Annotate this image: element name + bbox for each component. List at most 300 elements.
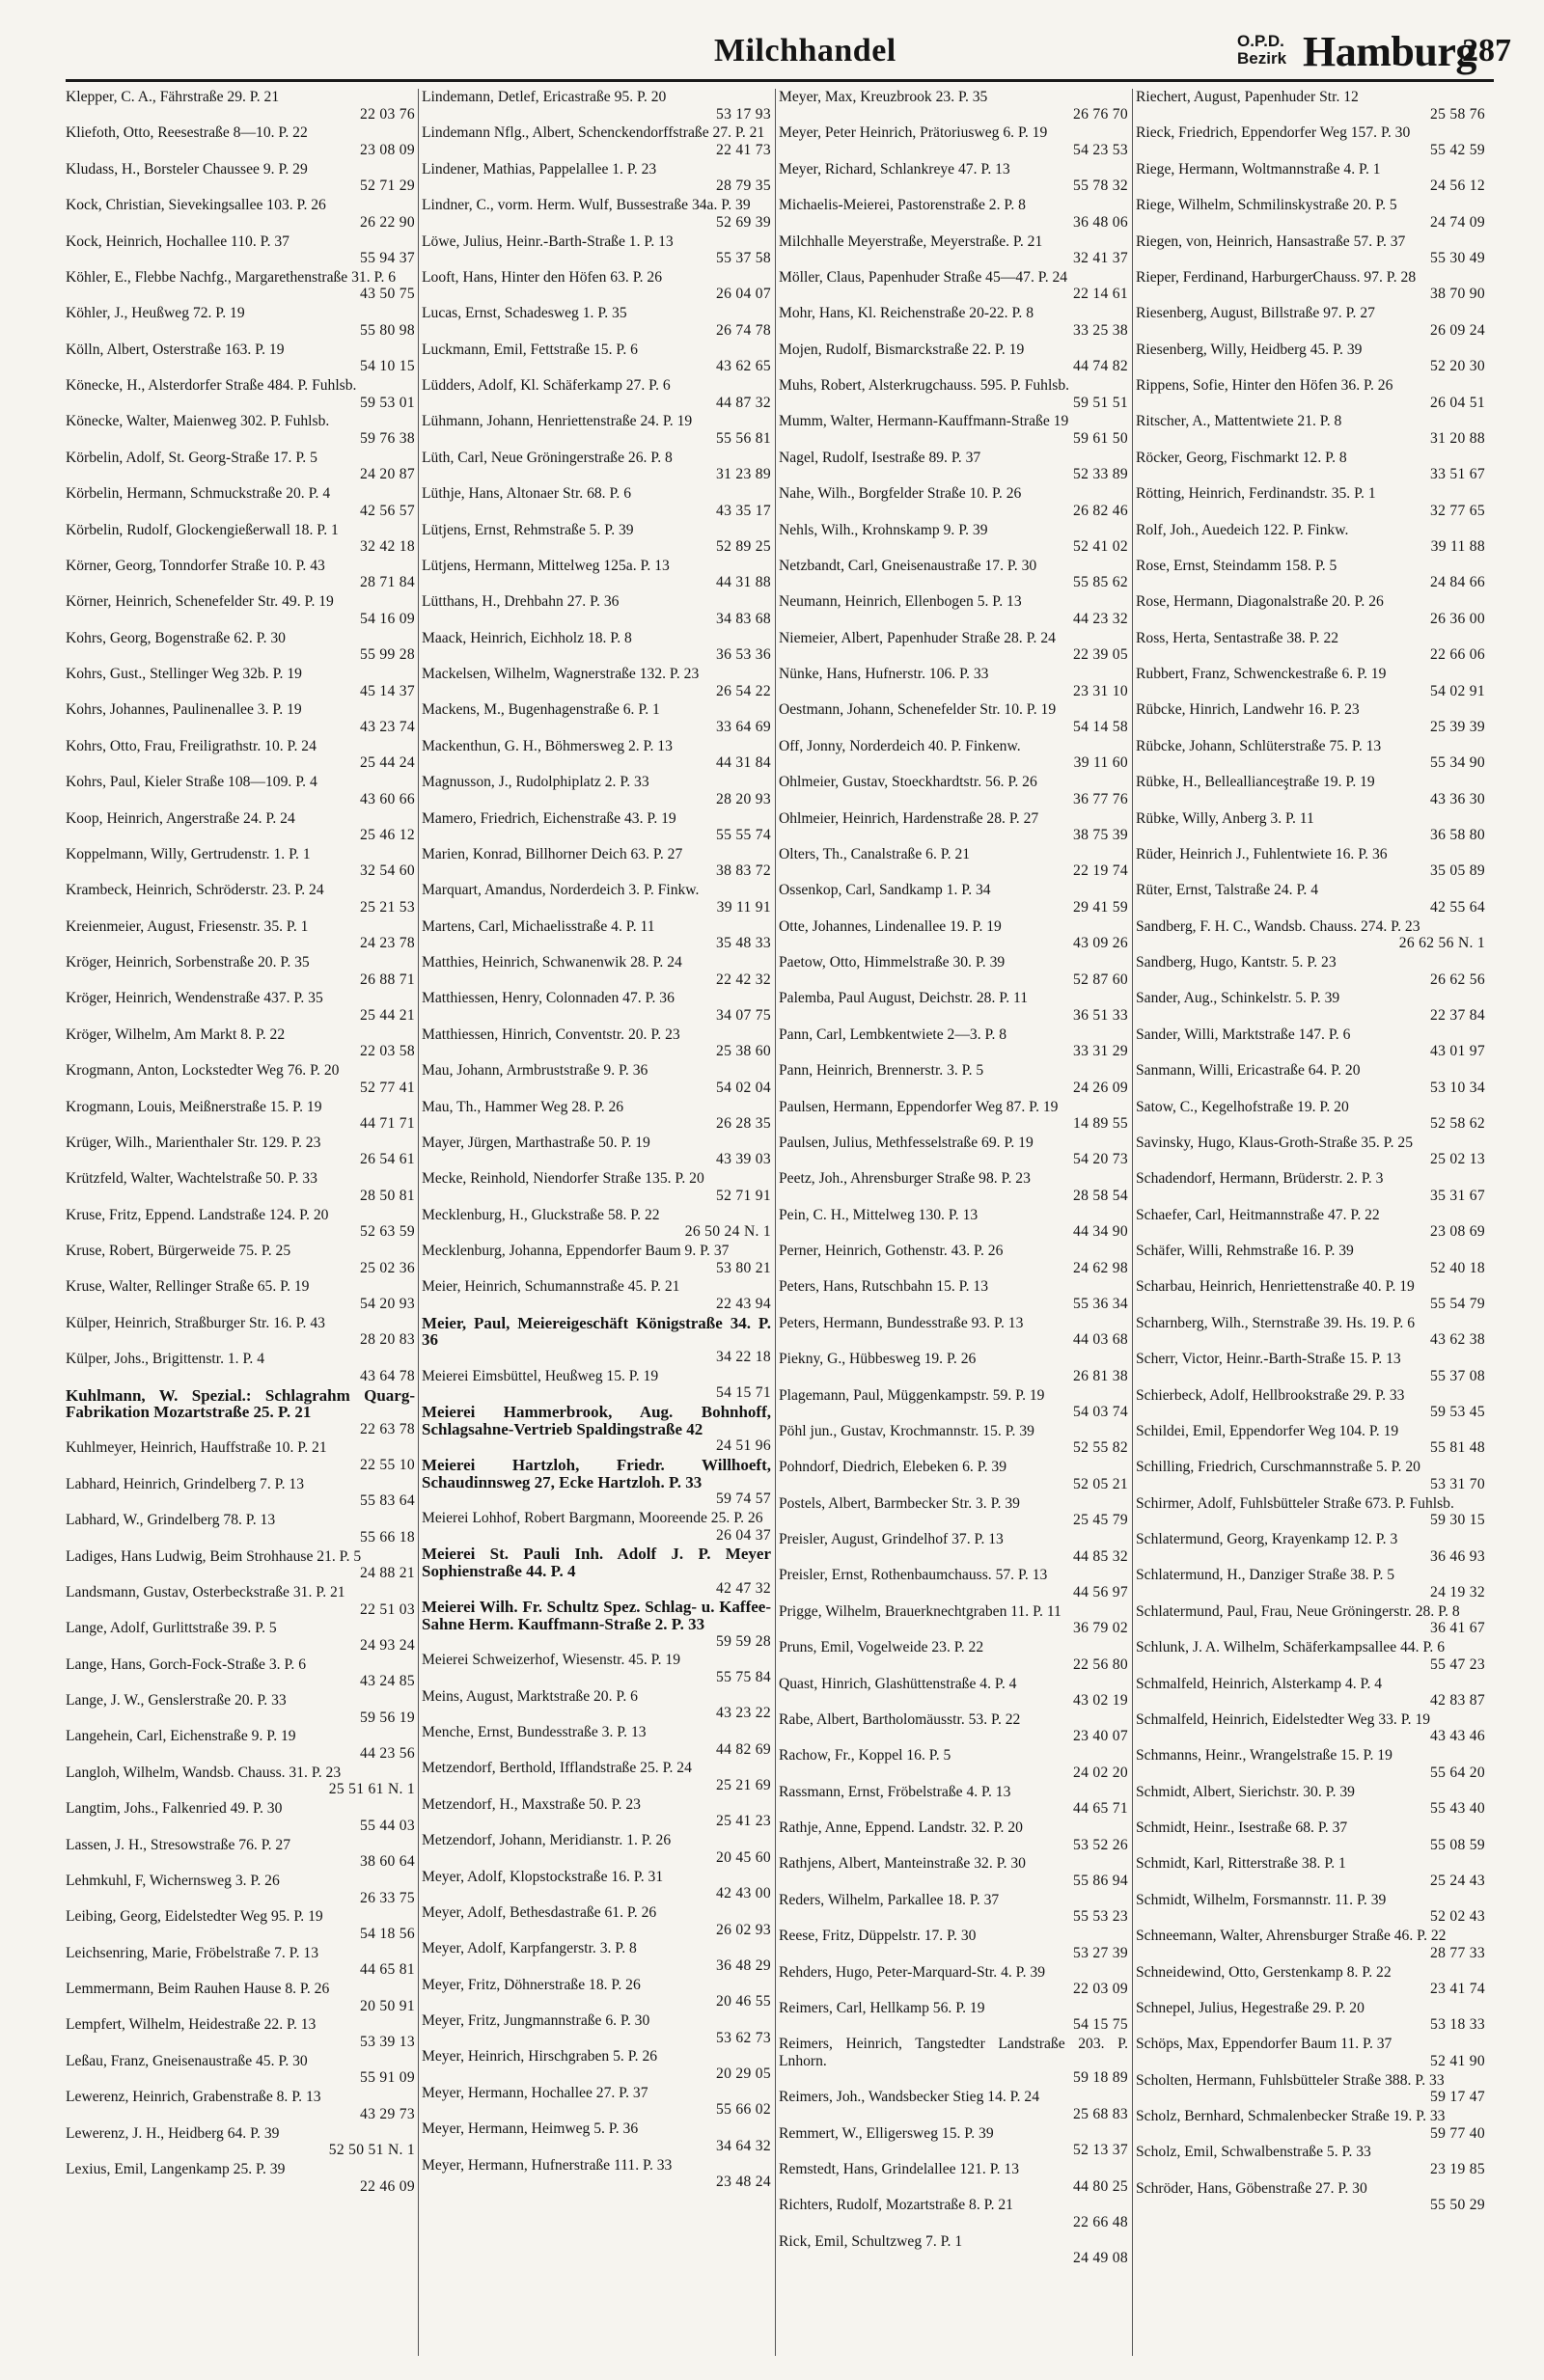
entry-phone-number: 52 87 60 <box>1073 971 1128 988</box>
entry-phone-number: 36 79 02 <box>1073 1620 1128 1637</box>
directory-entry <box>66 1243 415 1276</box>
entry-phone-number: 52 33 89 <box>1073 466 1128 483</box>
entry-phone-number: 55 44 03 <box>360 1817 415 1834</box>
entry-name-address: Kruse, Walter, Rellinger Straße 65. P. 19 <box>66 1278 310 1296</box>
directory-entry <box>779 2000 1128 2034</box>
page-number: 287 <box>1462 33 1511 68</box>
entry-name-address: Rose, Ernst, Steindamm 158. P. 5 <box>1136 557 1337 574</box>
entry-name-address: Piekny, G., Hübbesweg 19. P. 26 <box>779 1351 977 1368</box>
directory-entry <box>1136 666 1485 699</box>
directory-entry <box>779 89 1128 123</box>
entry-name-address: Lassen, J. H., Stresowstraße 76. P. 27 <box>66 1836 291 1853</box>
directory-entry <box>422 522 771 556</box>
entry-name-address: Meierei St. Pauli Inh. Adolf J. P. Meyer Sophienstraße 44. P. 4 <box>422 1545 771 1580</box>
directory-entry <box>422 1796 771 1830</box>
entry-name-address: Looft, Hans, Hinter den Höfen 63. P. 26 <box>422 268 663 286</box>
entry-phone-number: 53 62 73 <box>716 2029 771 2046</box>
directory-entry <box>779 630 1128 664</box>
entry-phone-number: 52 69 39 <box>716 213 771 231</box>
entry-phone-number: 44 56 97 <box>1073 1583 1128 1600</box>
directory-entry <box>66 305 415 339</box>
entry-phone-number: 55 37 58 <box>716 250 771 267</box>
entry-name-address: Köhler, E., Flebbe Nachfg., Margarethenstraße 31. P. 6 <box>66 268 397 286</box>
entry-name-address: Meierei Lohhof, Robert Bargmann, Mooreende 25. P. 26 <box>422 1510 763 1527</box>
entry-phone-number: 22 37 84 <box>1430 1006 1485 1024</box>
entry-phone-number: 36 51 33 <box>1073 1006 1128 1024</box>
entry-phone-number: 25 44 21 <box>360 1006 415 1024</box>
directory-entry <box>66 1981 415 2014</box>
entry-phone-number: 52 89 25 <box>716 538 771 556</box>
entry-phone-number: 38 60 64 <box>360 1853 415 1871</box>
entry-name-address: Lindner, C., vorm. Herm. Wulf, Bussestraße 34a. P. 39 <box>422 197 751 214</box>
entry-phone-number: 44 31 84 <box>716 754 771 772</box>
entry-name-address: Lindemann Nflg., Albert, Schenckendorffstraße 27. P. 21 <box>422 124 765 142</box>
entry-name-address: Scholten, Hermann, Fuhlsbütteler Straße 388. P. 33 <box>1136 2071 1445 2089</box>
entry-name-address: Riechert, August, Papenhuder Str. 12 <box>1136 89 1359 105</box>
entry-name-address: Peters, Hermann, Bundesstraße 93. P. 13 <box>779 1314 1024 1331</box>
entry-name-address: Sandberg, F. H. C., Wandsb. Chauss. 274. P. 23 <box>1136 917 1420 935</box>
entry-name-address: Maack, Heinrich, Eichholz 18. P. 8 <box>422 629 632 646</box>
entry-name-address: Nünke, Hans, Hufnerstr. 106. P. 33 <box>779 666 989 682</box>
directory-column-2 <box>422 89 771 2366</box>
entry-name-address: Körner, Heinrich, Schenefelder Str. 49. P. 19 <box>66 593 334 611</box>
directory-entry <box>1136 738 1485 772</box>
entry-phone-number: 25 02 13 <box>1430 1151 1485 1168</box>
entry-phone-number: 24 19 32 <box>1430 1583 1485 1600</box>
directory-entry <box>422 593 771 627</box>
directory-entry <box>1136 1892 1485 1926</box>
entry-name-address: Schmanns, Heinr., Wrangelstraße 15. P. 19 <box>1136 1747 1392 1764</box>
entry-phone-number: 55 66 02 <box>716 2101 771 2119</box>
directory-entry <box>779 990 1128 1024</box>
directory-entry <box>779 233 1128 267</box>
entry-name-address: Rick, Emil, Schultzweg 7. P. 1 <box>779 2232 963 2250</box>
directory-entry <box>422 1869 771 1902</box>
entry-name-address: Sander, Willi, Marktstraße 147. P. 6 <box>1136 1026 1351 1043</box>
directory-entry <box>422 1457 771 1508</box>
entry-phone-number: 55 42 59 <box>1430 141 1485 158</box>
entry-phone-number: 55 83 64 <box>360 1492 415 1510</box>
entry-phone-number: 53 39 13 <box>360 2034 415 2051</box>
entry-phone-number: 22 39 05 <box>1073 646 1128 664</box>
entry-name-address: Krambeck, Heinrich, Schröderstr. 23. P. 24 <box>66 882 324 899</box>
entry-phone-number: 43 43 46 <box>1430 1728 1485 1745</box>
entry-name-address: Sanmann, Willi, Ericastraße 64. P. 20 <box>1136 1062 1361 1080</box>
entry-name-address: Kröger, Wilhelm, Am Markt 8. P. 22 <box>66 1026 286 1043</box>
entry-name-address: Reimers, Heinrich, Tangstedter Landstraße 203. P. Lnhorn. <box>779 2036 1128 2069</box>
entry-phone-number: 44 31 88 <box>716 574 771 591</box>
entry-phone-number: 32 41 37 <box>1073 250 1128 267</box>
entry-name-address: Luckmann, Emil, Fettstraße 15. P. 6 <box>422 341 638 358</box>
entry-phone-number: 20 29 05 <box>716 2065 771 2083</box>
entry-name-address: Langtim, Johs., Falkenried 49. P. 30 <box>66 1800 283 1818</box>
entry-phone-number: 22 43 94 <box>716 1295 771 1312</box>
entry-phone-number: 26 62 56 <box>1430 971 1485 988</box>
directory-entry <box>66 342 415 375</box>
entry-name-address: Meierei Hartzloh, Friedr. Willhoeft, Schaudinnsweg 27, Ecke Hartzloh. P. 33 <box>422 1456 771 1491</box>
entry-name-address: Scholz, Bernhard, Schmalenbecker Straße 19. P. 33 <box>1136 2108 1446 2124</box>
directory-entry <box>66 1620 415 1654</box>
entry-phone-number: 53 31 70 <box>1430 1475 1485 1492</box>
entry-phone-number: 26 33 75 <box>360 1889 415 1906</box>
directory-entry <box>422 89 771 123</box>
entry-phone-number: 59 76 38 <box>360 429 415 447</box>
entry-name-address: Mecklenburg, Johanna, Eppendorfer Baum 9. P. 37 <box>422 1243 730 1259</box>
entry-phone-number: 38 75 39 <box>1073 827 1128 844</box>
entry-phone-number: 55 43 40 <box>1430 1800 1485 1818</box>
entry-phone-number: 36 77 76 <box>1073 790 1128 807</box>
entry-name-address: Marquart, Amandus, Norderdeich 3. P. Finkw. <box>422 882 700 899</box>
entry-name-address: Nahe, Wilh., Borgfelder Straße 10. P. 26 <box>779 485 1022 503</box>
directory-entry <box>1136 1135 1485 1168</box>
entry-name-address: Ladiges, Hans Ludwig, Beim Strohhause 21. P. 5 <box>66 1547 362 1565</box>
entry-phone-number: 55 81 48 <box>1430 1439 1485 1457</box>
entry-phone-number: 28 71 84 <box>360 574 415 591</box>
directory-entry <box>779 450 1128 483</box>
entry-phone-number: 44 74 82 <box>1073 358 1128 375</box>
directory-entry <box>779 2233 1128 2267</box>
entry-phone-number: 59 56 19 <box>360 1709 415 1726</box>
entry-name-address: Schlunk, J. A. Wilhelm, Schäferkampsallee 44. P. 6 <box>1136 1639 1446 1656</box>
entry-name-address: Paetow, Otto, Himmelstraße 30. P. 39 <box>779 954 1006 971</box>
entry-name-address: Mumm, Walter, Hermann-Kauffmann-Straße 19 <box>779 413 1069 430</box>
entry-phone-number: 26 28 35 <box>716 1115 771 1133</box>
entry-phone-number: 43 24 85 <box>360 1673 415 1690</box>
directory-entry <box>1136 701 1485 735</box>
entry-phone-number: 25 45 79 <box>1073 1512 1128 1529</box>
entry-phone-number: 28 20 83 <box>360 1331 415 1349</box>
directory-entry <box>779 1170 1128 1204</box>
entry-name-address: Mau, Johann, Armbruststraße 9. P. 36 <box>422 1062 648 1080</box>
directory-entry <box>66 2089 415 2122</box>
entry-phone-number: 39 11 91 <box>716 898 771 916</box>
entry-name-address: Meier, Heinrich, Schumannstraße 45. P. 21 <box>422 1278 680 1296</box>
entry-name-address: Meyer, Hermann, Hufnerstraße 111. P. 33 <box>422 2156 673 2174</box>
city-title: Hamburg <box>1303 28 1476 75</box>
entry-name-address: Kruse, Fritz, Eppend. Landstraße 124. P. 20 <box>66 1206 329 1223</box>
entry-phone-number: 20 50 91 <box>360 1997 415 2014</box>
entry-phone-number: 42 83 87 <box>1430 1692 1485 1710</box>
entry-phone-number: 23 41 74 <box>1430 1981 1485 1998</box>
entry-phone-number: 28 20 93 <box>716 790 771 807</box>
entry-phone-number: 23 08 69 <box>1430 1223 1485 1241</box>
directory-column-4 <box>1136 89 1485 2366</box>
directory-entry <box>422 701 771 735</box>
entry-name-address: Kock, Christian, Sievekingsallee 103. P. 26 <box>66 197 326 214</box>
entry-name-address: Lütthans, H., Drehbahn 27. P. 36 <box>422 593 620 611</box>
entry-phone-number: 52 40 18 <box>1430 1259 1485 1276</box>
entry-phone-number: 59 17 47 <box>1430 2089 1485 2106</box>
directory-entry <box>1136 1784 1485 1818</box>
directory-entry <box>1136 197 1485 231</box>
entry-name-address: Perner, Heinrich, Gothenstr. 43. P. 26 <box>779 1243 1004 1259</box>
entry-name-address: Langehein, Carl, Eichenstraße 9. P. 19 <box>66 1728 296 1745</box>
entry-name-address: Mecklenburg, H., Gluckstraße 58. P. 22 <box>422 1206 660 1223</box>
entry-name-address: Landsmann, Gustav, Osterbeckstraße 31. P. 21 <box>66 1583 345 1600</box>
directory-entry <box>1136 450 1485 483</box>
entry-name-address: Ohlmeier, Gustav, Stoeckhardtstr. 56. P. 26 <box>779 774 1037 791</box>
entry-name-address: Rathje, Anne, Eppend. Landstr. 32. P. 20 <box>779 1819 1023 1836</box>
entry-phone-number: 24 49 08 <box>1073 2250 1128 2267</box>
entry-phone-number: 26 54 61 <box>360 1151 415 1168</box>
opd-label <box>1237 33 1286 68</box>
entry-phone-number: 59 59 28 <box>716 1632 771 1650</box>
directory-entry <box>422 738 771 772</box>
directory-entry <box>66 2016 415 2050</box>
entry-name-address: Riegen, von, Heinrich, Hansastraße 57. P. 37 <box>1136 233 1406 250</box>
directory-entry <box>66 1062 415 1096</box>
entry-name-address: Rolf, Joh., Auedeich 122. P. Finkw. <box>1136 521 1349 538</box>
entry-phone-number: 36 58 80 <box>1430 827 1485 844</box>
entry-phone-number: 55 64 20 <box>1430 1764 1485 1781</box>
entry-name-address: Lange, Hans, Gorch-Fock-Straße 3. P. 6 <box>66 1655 307 1673</box>
directory-entry <box>779 558 1128 591</box>
directory-entry <box>779 1099 1128 1133</box>
directory-entry <box>1136 522 1485 556</box>
directory-entry <box>422 305 771 339</box>
entry-phone-number: 22 55 10 <box>360 1457 415 1474</box>
entry-name-address: Pruns, Emil, Vogelweide 23. P. 22 <box>779 1639 984 1656</box>
directory-entry <box>422 450 771 483</box>
entry-phone-number: 26 76 70 <box>1073 105 1128 123</box>
entry-phone-number: 34 07 75 <box>716 1006 771 1024</box>
directory-entry <box>66 1207 415 1241</box>
directory-entry <box>779 882 1128 916</box>
entry-phone-number: 43 29 73 <box>360 2105 415 2122</box>
entry-name-address: Rötting, Heinrich, Ferdinandstr. 35. P. 1 <box>1136 485 1376 503</box>
entry-phone-number: 38 70 90 <box>1430 286 1485 303</box>
directory-entry <box>422 269 771 303</box>
entry-name-address: Lehmkuhl, F, Wichernsweg 3. P. 26 <box>66 1872 280 1889</box>
directory-entry <box>1136 1711 1485 1745</box>
entry-name-address: Külper, Heinrich, Straßburger Str. 16. P. 43 <box>66 1314 325 1331</box>
entry-phone-number: 20 45 60 <box>716 1848 771 1866</box>
directory-entry <box>779 2161 1128 2195</box>
entry-phone-number: 43 01 97 <box>1430 1043 1485 1060</box>
directory-entry <box>422 1135 771 1168</box>
directory-entry <box>66 1692 415 1726</box>
entry-phone-number: 22 19 74 <box>1073 862 1128 880</box>
directory-entry <box>66 990 415 1024</box>
directory-entry <box>779 1278 1128 1312</box>
directory-entry <box>1136 1531 1485 1565</box>
entry-name-address: Schneidewind, Otto, Gerstenkamp 8. P. 22 <box>1136 1963 1392 1981</box>
directory-entry <box>66 1873 415 1906</box>
directory-entry <box>1136 1315 1485 1349</box>
entry-phone-number: 53 10 34 <box>1430 1079 1485 1096</box>
entry-name-address: Rübke, Willy, Anberg 3. P. 11 <box>1136 809 1314 827</box>
directory-entry <box>66 233 415 267</box>
entry-name-address: Preisler, Ernst, Rothenbaumchauss. 57. P. 13 <box>779 1567 1048 1584</box>
entry-name-address: Kruse, Robert, Bürgerweide 75. P. 25 <box>66 1243 291 1259</box>
entry-name-address: Lange, J. W., Genslerstraße 20. P. 33 <box>66 1692 287 1710</box>
entry-name-address: Richters, Rudolf, Mozartstraße 8. P. 21 <box>779 2197 1013 2214</box>
entry-name-address: Pein, C. H., Mittelweg 130. P. 13 <box>779 1206 979 1223</box>
entry-phone-number: 53 27 39 <box>1073 1944 1128 1961</box>
directory-entry <box>1136 774 1485 807</box>
directory-entry <box>422 1404 771 1455</box>
directory-entry <box>779 197 1128 231</box>
entry-name-address: Matthies, Heinrich, Schwanenwik 28. P. 24 <box>422 954 682 971</box>
entry-phone-number: 26 82 46 <box>1073 502 1128 519</box>
entry-phone-number: 25 39 39 <box>1430 718 1485 735</box>
entry-phone-number: 36 48 06 <box>1073 213 1128 231</box>
entry-name-address: Lewerenz, J. H., Heidberg 64. P. 39 <box>66 2124 280 2142</box>
entry-phone-number: 52 71 91 <box>716 1187 771 1204</box>
entry-name-address: Kock, Heinrich, Hochallee 110. P. 37 <box>66 233 290 250</box>
entry-phone-number: 44 65 71 <box>1073 1800 1128 1818</box>
directory-entry <box>66 1135 415 1168</box>
entry-name-address: Mohr, Hans, Kl. Reichenstraße 20-22. P. 8 <box>779 305 1034 322</box>
directory-entry <box>1136 593 1485 627</box>
directory-entry <box>1136 1062 1485 1096</box>
entry-name-address: Metzendorf, H., Maxstraße 50. P. 23 <box>422 1795 641 1813</box>
entry-phone-number: 42 43 00 <box>716 1885 771 1902</box>
entry-name-address: Schröder, Hans, Göbenstraße 27. P. 30 <box>1136 2179 1367 2197</box>
entry-name-address: Meyer, Richard, Schlankreye 47. P. 13 <box>779 160 1010 178</box>
entry-name-address: Meyer, Max, Kreuzbrook 23. P. 35 <box>779 89 988 105</box>
entry-name-address: Rassmann, Ernst, Fröbelstraße 4. P. 13 <box>779 1783 1011 1800</box>
entry-name-address: Neumann, Heinrich, Ellenbogen 5. P. 13 <box>779 593 1022 611</box>
entry-name-address: Lüdders, Adolf, Kl. Schäferkamp 27. P. 6 <box>422 377 671 394</box>
directory-entry <box>422 1546 771 1597</box>
directory-entry <box>66 558 415 591</box>
entry-phone-number: 44 65 81 <box>360 1961 415 1979</box>
entry-name-address: Kohrs, Georg, Bogenstraße 62. P. 30 <box>66 629 286 646</box>
directory-entry <box>779 666 1128 699</box>
entry-phone-number: 43 36 30 <box>1430 790 1485 807</box>
entry-name-address: Schirmer, Adolf, Fuhlsbütteler Straße 673. P. Fuhlsb. <box>1136 1494 1454 1512</box>
entry-phone-number: 31 23 89 <box>716 466 771 483</box>
entry-phone-number: 35 31 67 <box>1430 1187 1485 1204</box>
entry-name-address: Könecke, Walter, Maienweg 302. P. Fuhlsb. <box>66 413 330 430</box>
directory-entry <box>779 1351 1128 1384</box>
entry-phone-number: 54 02 91 <box>1430 682 1485 699</box>
entry-name-address: Riesenberg, Willy, Heidberg 45. P. 39 <box>1136 341 1363 358</box>
entry-phone-number: 43 62 65 <box>716 358 771 375</box>
directory-entry <box>422 810 771 844</box>
directory-entry <box>1136 233 1485 267</box>
entry-name-address: Krogmann, Louis, Meißnerstraße 15. P. 19 <box>66 1098 322 1115</box>
entry-name-address: Mackenthun, G. H., Böhmersweg 2. P. 13 <box>422 737 673 754</box>
entry-name-address: Rübcke, Hinrich, Landwehr 16. P. 23 <box>1136 701 1360 719</box>
entry-phone-number: 32 77 65 <box>1430 502 1485 519</box>
entry-phone-number: 36 48 29 <box>716 1956 771 1974</box>
entry-name-address: Otte, Johannes, Lindenallee 19. P. 19 <box>779 917 1002 935</box>
directory-entry <box>1136 882 1485 916</box>
entry-phone-number: 59 53 45 <box>1430 1404 1485 1421</box>
directory-entry <box>1136 2000 1485 2034</box>
entry-name-address: Kliefoth, Otto, Reesestraße 8—10. P. 22 <box>66 124 308 142</box>
directory-entry <box>422 1368 771 1402</box>
entry-phone-number: 26 04 07 <box>716 286 771 303</box>
entry-name-address: Mau, Th., Hammer Weg 28. P. 26 <box>422 1098 624 1115</box>
entry-name-address: Lempfert, Wilhelm, Heidestraße 22. P. 13 <box>66 2016 317 2034</box>
entry-phone-number: 43 02 19 <box>1073 1692 1128 1710</box>
entry-phone-number: 23 08 09 <box>360 141 415 158</box>
entry-name-address: Rüder, Heinrich J., Fuhlentwiete 16. P. 36 <box>1136 845 1388 862</box>
directory-entry <box>422 1026 771 1060</box>
entry-phone-number: 55 99 28 <box>360 646 415 664</box>
directory-entry <box>422 1062 771 1096</box>
entry-phone-number: 35 48 33 <box>716 935 771 952</box>
entry-phone-number: 45 14 37 <box>360 682 415 699</box>
entry-phone-number: 54 15 71 <box>716 1384 771 1402</box>
directory-entry <box>779 1676 1128 1710</box>
entry-name-address: Schilling, Friedrich, Curschmannstraße 5. P. 20 <box>1136 1459 1420 1476</box>
entry-phone-number: 22 03 76 <box>360 105 415 123</box>
entry-phone-number: 24 62 98 <box>1073 1259 1128 1276</box>
opd-line-1: O.P.D. <box>1237 32 1284 50</box>
entry-phone-number: 43 60 66 <box>360 790 415 807</box>
entry-name-address: Schneemann, Walter, Ahrensburger Straße 46. P. 22 <box>1136 1928 1447 1945</box>
entry-name-address: Matthiessen, Henry, Colonnaden 47. P. 36 <box>422 990 675 1007</box>
entry-name-address: Lindener, Mathias, Pappelallee 1. P. 23 <box>422 160 657 178</box>
entry-phone-number: 39 11 88 <box>1430 538 1485 556</box>
entry-name-address: Peters, Hans, Rutschbahn 15. P. 13 <box>779 1278 989 1296</box>
directory-entry <box>422 2012 771 2046</box>
entry-name-address: Scherr, Victor, Heinr.-Barth-Straße 15. P. 13 <box>1136 1351 1401 1368</box>
entry-name-address: Kröger, Heinrich, Wendenstraße 437. P. 35 <box>66 990 323 1007</box>
entry-name-address: Sandberg, Hugo, Kantstr. 5. P. 23 <box>1136 954 1337 971</box>
entry-phone-number: 53 17 93 <box>716 105 771 123</box>
directory-entry <box>1136 1567 1485 1600</box>
directory-entry <box>779 1495 1128 1529</box>
entry-name-address: Külper, Johs., Brigittenstr. 1. P. 4 <box>66 1351 264 1368</box>
entry-phone-number: 23 31 10 <box>1073 682 1128 699</box>
entry-phone-number: 24 20 87 <box>360 466 415 483</box>
directory-entry <box>66 485 415 519</box>
entry-phone-number: 52 58 62 <box>1430 1115 1485 1133</box>
directory-entry <box>66 1170 415 1204</box>
entry-phone-number: 54 03 74 <box>1073 1404 1128 1421</box>
entry-phone-number: 22 51 03 <box>360 1600 415 1618</box>
directory-entry <box>422 2120 771 2154</box>
entry-name-address: Remstedt, Hans, Grindelallee 121. P. 13 <box>779 2160 1020 2177</box>
directory-entry <box>1136 1676 1485 1710</box>
directory-entry <box>422 161 771 195</box>
column-divider <box>775 89 776 2356</box>
entry-name-address: Kohrs, Johannes, Paulinenallee 3. P. 19 <box>66 701 302 719</box>
directory-entry <box>1136 1351 1485 1384</box>
entry-name-address: Kuhlmann, W. Spezial.: Schlagrahm Quarg-Fabrikation Mozartstraße 25. P. 21 <box>66 1385 415 1422</box>
entry-name-address: Metzendorf, Berthold, Ifflandstraße 25. P. 24 <box>422 1760 692 1777</box>
directory-entry <box>66 1764 415 1798</box>
entry-name-address: Lexius, Emil, Langenkamp 25. P. 39 <box>66 2160 286 2177</box>
entry-name-address: Kohrs, Gust., Stellinger Weg 32b. P. 19 <box>66 666 302 682</box>
directory-entry <box>1136 1243 1485 1276</box>
entry-name-address: Könecke, H., Alsterdorfer Straße 484. P. Fuhlsb. <box>66 377 357 394</box>
entry-name-address: Mamero, Friedrich, Eichenstraße 43. P. 19 <box>422 809 676 827</box>
entry-phone-number: 59 74 57 <box>716 1491 771 1508</box>
entry-phone-number: 44 85 32 <box>1073 1547 1128 1565</box>
entry-name-address: Kölln, Albert, Osterstraße 163. P. 19 <box>66 341 285 358</box>
entry-phone-number: 25 44 24 <box>360 754 415 772</box>
entry-phone-number: 25 21 53 <box>360 898 415 916</box>
entry-name-address: Martens, Carl, Michaelisstraße 4. P. 11 <box>422 917 655 935</box>
directory-entry <box>1136 342 1485 375</box>
entry-name-address: Krüger, Wilh., Marienthaler Str. 129. P. 23 <box>66 1134 321 1151</box>
directory-entry <box>1136 1495 1485 1529</box>
directory-entry <box>422 2048 771 2082</box>
directory-entry <box>66 738 415 772</box>
entry-phone-number: 52 02 43 <box>1430 1908 1485 1926</box>
directory-entry <box>66 1800 415 1834</box>
entry-name-address: Meyer, Hermann, Hochallee 27. P. 37 <box>422 2084 648 2101</box>
directory-entry <box>779 1639 1128 1673</box>
entry-name-address: Klepper, C. A., Fährstraße 29. P. 21 <box>66 89 280 105</box>
entry-phone-number: 39 11 60 <box>1073 754 1128 772</box>
